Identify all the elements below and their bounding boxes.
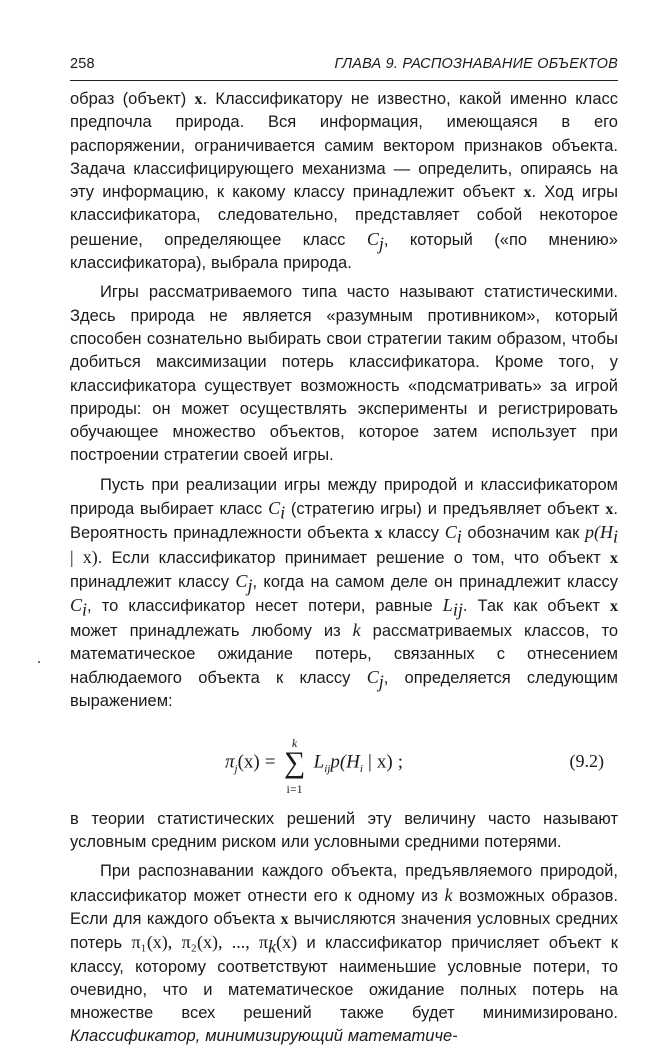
page-number: 258 (70, 56, 95, 72)
summation-sign: k ∑ i=1 (283, 735, 306, 796)
header-rule (70, 80, 618, 81)
formula-expression: $\pi_j(x)$ = k ∑ i=1 $L_{ij}p(H_i$ | x) ; (225, 735, 404, 796)
paragraph-5: При распознавании каждого объекта, предъявляемого природой, классификатор может отнести его к одному из k возможных образов. Если для каждого объекта x вычисляются значения условных средних потерь π₁(x), π₂(x), ..., $\pi_k(x)$ и классификатор причисляет объект к классу, которому соответствуют наименьшие условные потери, то очевидно, что и математическое ожидание полных потерь на множестве всех решений также будет минимизировано. Классификатор, минимизирующий математиче- (70, 862, 619, 1046)
paragraph-2: Игры рассматриваемого типа часто называют статистическими. Здесь природа не является «разумным противником», который способен сознательно выбирать свои стратегии таким образом, чтобы добиться максимизации потерь классификатора. Кроме того, у классификатора существует возможность «подсматривать» за игрой природы: он может осуществлять эксперименты и регистрировать обучающее множество объектов, которое затем использует при построении стратегии своей игры. (70, 283, 618, 465)
page-header (70, 56, 618, 72)
margin-mark (38, 661, 40, 663)
formula-9-2 (70, 720, 618, 804)
emphasized-definition: Классификатор, минимизирующий математиче- (70, 1027, 458, 1046)
body-text (70, 88, 618, 1049)
paragraph-4: в теории статистических решений эту величину часто называют условным средним риском или условными средними потерями. (70, 809, 618, 852)
paragraph-3: Пусть при реализации игры между природой и классификатором природа выбирает класс $C_i$ (стратегию игры) и предъявляет объект x. Вероятность принадлежности объекта x классу $C_i$ обозначим как $p(H_i$ | x). Если классификатор принимает решение о том, что объект x принадлежит классу $C_j$, когда на самом деле он принадлежит классу $C_i$, то классификатор несет потери, равные $L_{ij}$. Так как объект x может принадлежать любому из k рассматриваемых классов, то математическое ожидание потерь, связанных с отнесением наблюдаемого объекта к классу $C_j$, определяется следующим выражением: (70, 475, 618, 711)
paragraph-1: образ (объект) x. Классификатору не известно, какой именно класс предпочла природа. Вся информация, имеющаяся в его распоряжении, ограничивается самим вектором признаков объекта. Задача классифицирующего механизма — определить, опираясь на эту информацию, к какому классу принадлежит объект x. Ход игры классификатора, следовательно, представляет собой некоторое решение, определяющее класс $C_j$, который («по мнению» классификатора), выбрала природа. (70, 90, 618, 273)
running-title: ГЛАВА 9. РАСПОЗНАВАНИЕ ОБЪЕКТОВ (334, 56, 618, 72)
equation-number: (9.2) (569, 750, 604, 771)
